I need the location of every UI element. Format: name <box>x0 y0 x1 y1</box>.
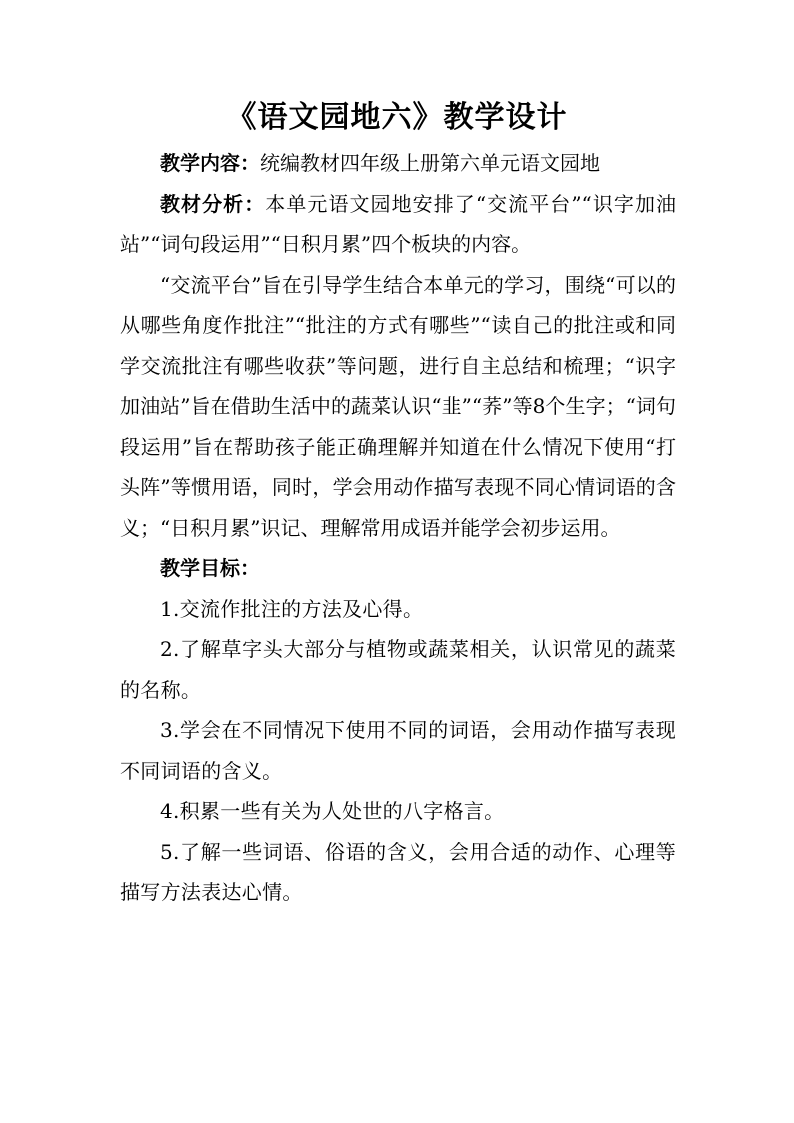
material-analysis-paragraph <box>120 184 676 265</box>
teaching-content-label: 教学内容： <box>160 151 260 175</box>
objective-item-3: 3.学会在不同情况下使用不同的词语，会用动作描写表现不同词语的含义。 <box>120 718 676 783</box>
teaching-content-paragraph <box>120 143 676 184</box>
objective-item-2: 2.了解草字头大部分与植物或蔬菜相关，认识常见的蔬菜的名称。 <box>120 637 676 702</box>
document-body <box>120 143 676 913</box>
teaching-objectives-label: 教学目标： <box>160 556 260 580</box>
objective-item-1: 1.交流作批注的方法及心得。 <box>160 596 424 621</box>
objective-item-4: 4.积累一些有关为人处世的八字格言。 <box>160 799 505 823</box>
objective-item-5: 5.了解一些词语、俗语的含义，会用合适的动作、心理等描写方法表达心情。 <box>120 839 676 904</box>
exchange-platform-paragraph: “交流平台”旨在引导学生结合本单元的学习，围绕“可以的从哪些角度作批注”“批注的方式有哪些”“读自己的批注或和同学交流批注有哪些收获”等问题，进行自主总结和梳理；“识字加油站”旨在借助生活中的蔬菜认识“韭”“荞”等8个生字；“词句段运用”旨在帮助孩子能正确理解并知道在什么情况下使用“打头阵”等惯用语，同时，学会用动作描写表现不同心情词语的含义；“日积月累”识记、理解常用成语并能学会初步运用。 <box>120 272 676 540</box>
document-title: 《语文园地六》教学设计 <box>226 100 568 135</box>
material-analysis-text: 本单元语文园地安排了“交流平台”“识字加油站”“词句段运用”“日积月累”四个板块的内容。 <box>120 191 676 256</box>
teaching-content-text: 统编教材四年级上册第六单元语文园地 <box>260 151 600 175</box>
material-analysis-label: 教材分析： <box>160 191 266 216</box>
